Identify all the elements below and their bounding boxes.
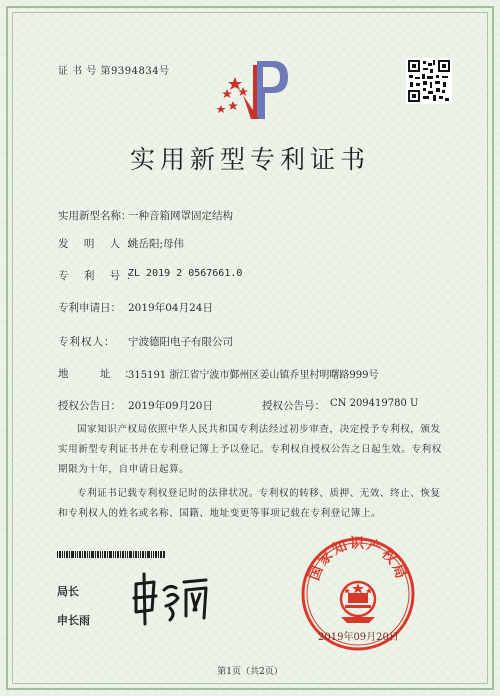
grant-number: CN 209419780 U [330,398,419,409]
inventor: 姚岳阳;母伟 [128,238,185,250]
filing-date-label: 专利申请日： [58,302,121,314]
certificate-number: 证 书 号 第9394834号 [58,66,170,77]
grant-paragraph: 国家知识产权局依照中华人民共和国专利法经过初步审查，决定授予专利权，颁发实用新型专利证书并在专利登记簿上予以登记。专利权自授权公告之日起生效。专利权期限为十年，自申请日起算。 [58,424,442,475]
cnipa-logo-icon [213,55,293,123]
address: 315191 浙江省宁波市鄞州区姜山镇乔里村明曙路999号 [128,370,379,381]
grant-date-label: 授权公告日： [58,400,121,412]
inventor-label: 发 明 人： [58,238,143,250]
qr-code-icon [406,58,452,104]
page-footer: 第1页（共2页） [217,667,283,677]
filing-date: 2019年04月24日 [128,302,213,314]
grant-number-label: 授权公告号： [262,400,325,412]
svg-text:国家知识产权局 [306,535,410,583]
seal-text: 国家知识产权局 [306,536,410,583]
seal-date: 2019年09月20日 [318,632,399,643]
page-title: 实用新型专利证书 [129,145,370,174]
patent-number: ZL 2019 2 0567661.0 [128,268,243,279]
signatory-name: 申长雨 [57,614,90,627]
patent-number-label: 专 利 号： [58,270,143,282]
utility-name: 一种音箱网罩固定结构 [128,210,233,222]
barcode-icon [57,551,165,558]
signatory-title: 局长 [57,585,79,598]
address-label: 地 址： [58,368,149,380]
registration-paragraph: 专利证书记载专利权登记时的法律状况。专利权的转移、质押、无效、终止、恢复和专利权人的姓名或名称、国籍、地址变更等事项记载在专利登记簿上。 [58,488,441,519]
patentee: 宁波德阳电子有限公司 [128,336,233,348]
grant-date: 2019年09月20日 [128,400,213,412]
utility-name-label: 实用新型名称： [58,210,132,222]
signature-icon [130,570,210,626]
patentee-label: 专利权人： [58,336,116,348]
